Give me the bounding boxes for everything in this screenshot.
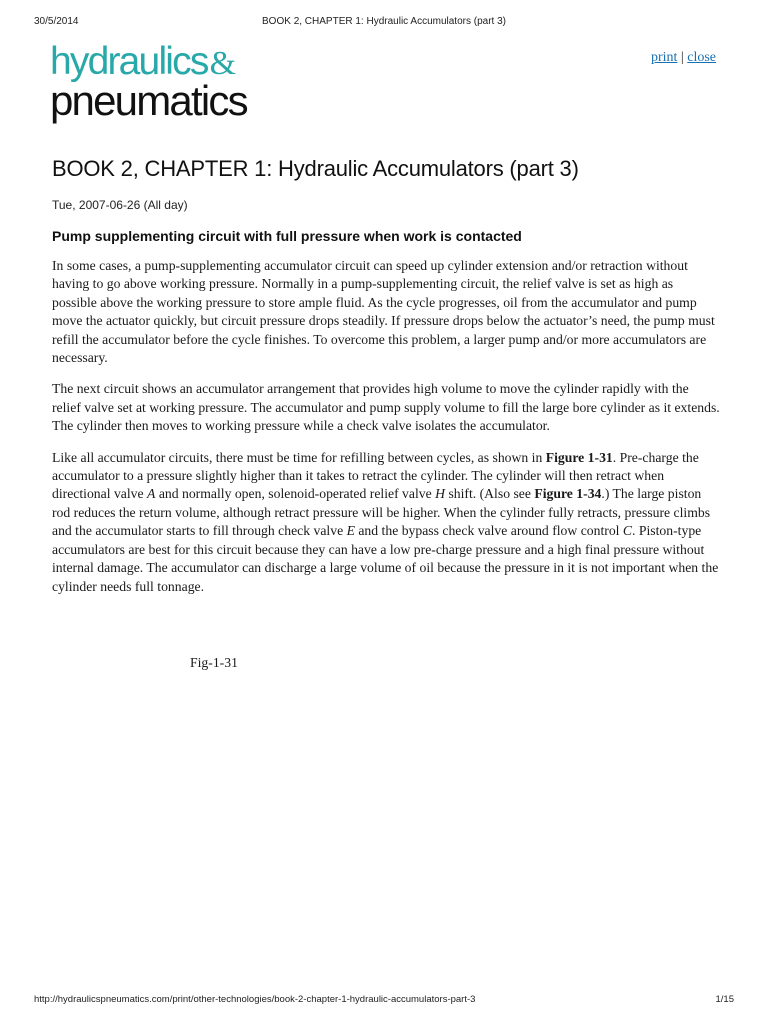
print-link[interactable]: print	[650, 50, 678, 65]
print-url: http://hydraulicspneumatics.com/print/other-technologies/book-2-chapter-1-hydraulic-accumulators-part-3	[34, 994, 476, 1005]
figure-ref-1-31: Figure 1-31	[545, 449, 613, 465]
paragraph-3-text-4: shift. (Also see	[445, 486, 535, 502]
article-date: Tue, 2007-06-26 (All day)	[52, 198, 188, 212]
page-number: 1/15	[715, 994, 734, 1005]
logo-ampersand: &	[209, 45, 237, 82]
paragraph-3-text-6: and the bypass check valve around flow control	[354, 523, 623, 539]
paragraph-3-text-2: . Pre-charge the accumulator to a pressure slightly higher than it takes to retract the cylinder. The cylinder will then retract when directional valve	[52, 449, 699, 502]
print-date: 30/5/2014	[34, 16, 79, 27]
paragraph-3-text-1: Like all accumulator circuits, there must be time for refilling between cycles, as shown in	[52, 449, 546, 465]
page-actions	[651, 50, 716, 66]
actions-separator: |	[680, 50, 684, 65]
article	[52, 156, 720, 596]
article-subheading: Pump supplementing circuit with full pressure when work is contacted	[52, 228, 522, 244]
paragraph-3	[52, 449, 720, 596]
valve-e-label: E	[346, 523, 355, 539]
paragraph-3-text-7: . Piston-type accumulators are best for this circuit because they can have a low pre-charge pressure and a high final pressure without internal damage. The accumulator can discharge a large volume of oil because the pressure in it is not important when the cylinder needs full tonnage.	[52, 523, 719, 594]
logo-word-hydraulics: hydraulics	[50, 40, 208, 83]
figure-label: Fig-1-31	[190, 655, 238, 670]
paragraph-3-text-3: and normally open, solenoid-operated relief valve	[155, 486, 436, 502]
print-footer	[0, 994, 768, 1008]
valve-h-label: H	[435, 486, 446, 502]
paragraph-3-text-5: .) The large piston rod reduces the return volume, although retract pressure will be higher. When the cylinder fully retracts, pressure climbs and the accumulator starts to fill through check valve	[52, 486, 711, 539]
print-page-title: BOOK 2, CHAPTER 1: Hydraulic Accumulators (part 3)	[262, 16, 506, 27]
logo-word-pneumatics: pneumatics	[50, 77, 247, 124]
figure-ref-1-34: Figure 1-34	[534, 486, 602, 502]
article-title: BOOK 2, CHAPTER 1: Hydraulic Accumulators (part 3)	[52, 156, 579, 181]
valve-a-label: A	[147, 486, 156, 502]
paragraph-1: In some cases, a pump-supplementing accumulator circuit can speed up cylinder extension and/or retraction without having to go above working pressure. Normally in a pump-supplementing circuit, the relief valve is set as high as possible above the working pressure to store ample fluid. As the cycle progresses, oil from the accumulator and pump move the actuator quickly, but circuit pressure drops steadily. If pressure drops below the actuator’s need, the pump must refill the accumulator before the cycle finishes. To overcome this problem, a larger pump and/or more accumulators are necessary.	[52, 258, 715, 366]
print-header	[0, 16, 768, 30]
valve-c-label: C	[622, 523, 633, 539]
close-link[interactable]: close	[687, 50, 716, 65]
paragraph-2: The next circuit shows an accumulator arrangement that provides high volume to move the cylinder rapidly with the relief valve set at working pressure. The accumulator and pump supply volume to fill the large bore cylinder as it extends. The cylinder then moves to working pressure while a check valve isolates the accumulator.	[52, 381, 720, 434]
site-logo[interactable]	[50, 40, 300, 138]
